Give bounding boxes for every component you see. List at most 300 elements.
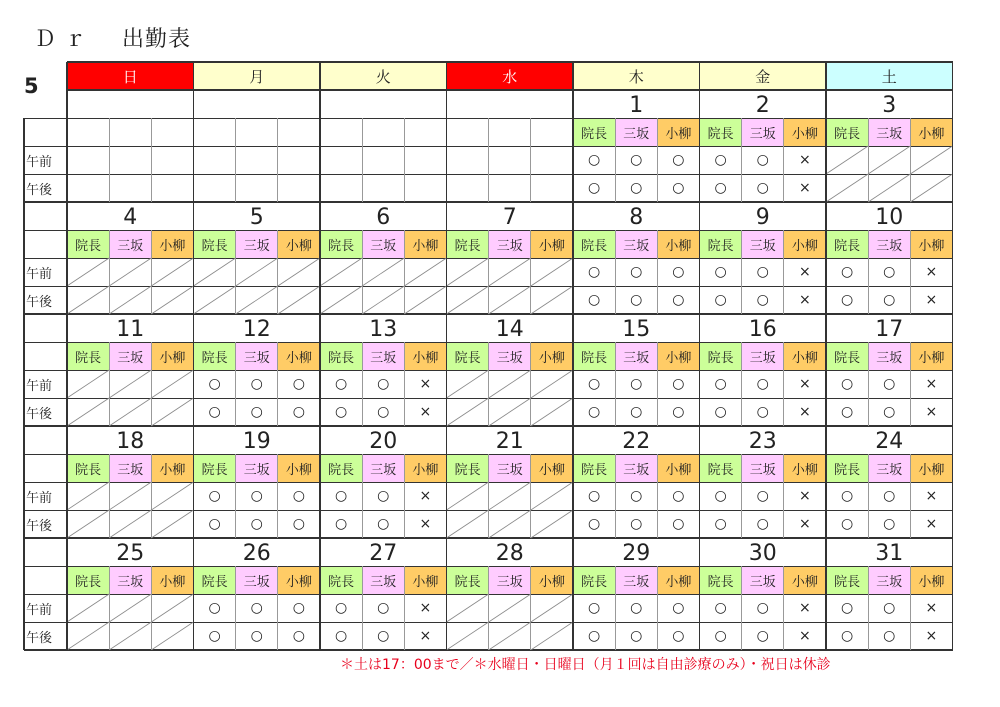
grid-line [193, 62, 194, 650]
date-number: 14 [495, 317, 524, 342]
sub-grid-line [151, 342, 152, 426]
doctor-label: 小柳 [784, 118, 826, 146]
sub-grid-line [362, 230, 363, 314]
date-number: 19 [242, 429, 271, 454]
doctor-label: 院長 [826, 230, 868, 258]
sub-grid-line [488, 566, 489, 650]
date-number [447, 90, 574, 118]
attend-mark: ○ [377, 600, 390, 616]
attend-mark: ○ [756, 404, 769, 420]
sub-grid-line [235, 230, 236, 314]
attend-mark: ○ [840, 292, 854, 308]
doctor-label: 小柳 [657, 118, 699, 146]
doctor-label: 院長 [67, 342, 109, 370]
doctor-label: 院長 [573, 566, 615, 594]
attend-mark: ○ [334, 516, 348, 532]
doctor-label: 院長 [826, 454, 868, 482]
doctor-label: 院長 [700, 454, 742, 482]
sub-grid-line [109, 118, 110, 202]
attend-mark: ○ [630, 264, 643, 280]
doctor-label: 院長 [194, 454, 236, 482]
attend-mark: ○ [250, 628, 263, 644]
sub-grid-line [741, 342, 742, 426]
sub-grid-line [868, 454, 869, 538]
doctor-label: 三坂 [362, 230, 404, 258]
attend-mark: ○ [883, 516, 896, 532]
attend-mark: ○ [840, 600, 854, 616]
attend-mark: ○ [883, 488, 896, 504]
doctor-label: 小柳 [278, 566, 320, 594]
attend-mark: ○ [377, 628, 390, 644]
doctor-label: 三坂 [742, 230, 784, 258]
attend-mark: ○ [292, 404, 306, 420]
doctor-label: 三坂 [489, 342, 531, 370]
grid-line [572, 62, 573, 650]
attend-mark: ○ [334, 488, 348, 504]
doctor-label: 小柳 [404, 566, 446, 594]
absent-mark: × [925, 404, 938, 420]
doctor-label: 院長 [67, 454, 109, 482]
date-number: 31 [875, 541, 904, 566]
attend-mark: ○ [756, 152, 769, 168]
doctor-label: 院長 [320, 566, 362, 594]
doctor-label: 三坂 [868, 230, 910, 258]
sub-grid-line [404, 342, 405, 426]
sub-grid-line [404, 454, 405, 538]
sub-grid-line [783, 342, 784, 426]
sub-grid-line [235, 566, 236, 650]
doctor-label: 三坂 [109, 342, 151, 370]
sub-grid-line [783, 230, 784, 314]
date-number: 21 [495, 429, 524, 454]
attend-mark: ○ [714, 376, 727, 392]
doctor-label: 院長 [826, 342, 868, 370]
date-number: 9 [755, 205, 770, 230]
doctor-label: 三坂 [742, 566, 784, 594]
date-number [320, 90, 447, 118]
absent-mark: × [925, 516, 938, 532]
absent-mark: × [799, 404, 811, 420]
grid-line [952, 62, 953, 650]
doctor-label: 院長 [700, 566, 742, 594]
schedule-grid [24, 62, 952, 650]
sub-grid-line [235, 118, 236, 202]
attend-mark: ○ [714, 292, 727, 308]
sub-grid-line [151, 454, 152, 538]
sub-grid-line [741, 118, 742, 202]
sub-grid-line [657, 342, 658, 426]
doctor-label: 院長 [700, 342, 742, 370]
date-number: 17 [875, 317, 904, 342]
sub-grid-line [615, 230, 616, 314]
grid-line [825, 62, 826, 650]
attend-mark: ○ [630, 600, 643, 616]
doctor-label: 三坂 [489, 230, 531, 258]
doctor-label: 小柳 [531, 566, 573, 594]
sub-grid-line [488, 118, 489, 202]
attend-mark: ○ [292, 516, 306, 532]
attend-mark: ○ [883, 292, 896, 308]
attend-mark: ○ [672, 516, 685, 532]
sub-grid-line [109, 230, 110, 314]
doctor-label: 院長 [826, 118, 868, 146]
sub-grid-line [868, 118, 869, 202]
doctor-label: 三坂 [489, 566, 531, 594]
sub-grid-line [404, 566, 405, 650]
attend-mark: ○ [756, 628, 769, 644]
doctor-label: 小柳 [531, 230, 573, 258]
attend-mark: ○ [587, 152, 601, 168]
sub-grid-line [530, 454, 531, 538]
month-number: 5 [24, 74, 39, 98]
date-number: 23 [748, 429, 777, 454]
title-dr: Ｄｒ [34, 27, 95, 52]
attend-mark: ○ [630, 180, 643, 196]
sub-grid-line [910, 566, 911, 650]
doctor-label: 三坂 [109, 454, 151, 482]
grid-line [23, 118, 24, 650]
date-number [67, 90, 194, 118]
attend-mark: ○ [756, 292, 769, 308]
doctor-label: 小柳 [910, 454, 952, 482]
doctor-label: 小柳 [784, 566, 826, 594]
sub-grid-line [783, 454, 784, 538]
attend-mark: ○ [587, 488, 601, 504]
doctor-label: 院長 [194, 566, 236, 594]
doctor-label: 三坂 [362, 342, 404, 370]
sub-grid-line [657, 118, 658, 202]
day-header: 水 [447, 62, 574, 90]
doctor-label: 小柳 [151, 454, 193, 482]
attend-mark: ○ [714, 516, 727, 532]
grid-line [319, 62, 320, 650]
attend-mark: ○ [840, 264, 854, 280]
doctor-label: 小柳 [784, 342, 826, 370]
date-number: 16 [748, 317, 777, 342]
sub-grid-line [488, 454, 489, 538]
doctor-label: 小柳 [910, 566, 952, 594]
attend-mark: ○ [672, 292, 685, 308]
doctor-label: 小柳 [151, 342, 193, 370]
attend-mark: ○ [840, 488, 854, 504]
doctor-label: 小柳 [278, 454, 320, 482]
sub-grid-line [615, 342, 616, 426]
sub-grid-line [868, 230, 869, 314]
doctor-label: 小柳 [278, 342, 320, 370]
absent-mark: × [419, 516, 432, 532]
doctor-label: 小柳 [404, 230, 446, 258]
date-number: 13 [369, 317, 398, 342]
doctor-label: 三坂 [236, 454, 278, 482]
sub-grid-line [910, 118, 911, 202]
date-number [194, 90, 321, 118]
doctor-label: 三坂 [868, 454, 910, 482]
attend-mark: ○ [208, 376, 221, 392]
absent-mark: × [799, 488, 811, 504]
attend-mark: ○ [334, 376, 348, 392]
doctor-label: 院長 [573, 230, 615, 258]
attend-mark: ○ [840, 376, 854, 392]
absent-mark: × [799, 264, 811, 280]
attend-mark: ○ [377, 376, 390, 392]
doctor-label: 小柳 [404, 342, 446, 370]
doctor-label: 三坂 [489, 454, 531, 482]
attend-mark: ○ [630, 488, 643, 504]
doctor-label: 院長 [573, 118, 615, 146]
attend-mark: ○ [714, 600, 727, 616]
attend-mark: ○ [840, 404, 854, 420]
doctor-label: 院長 [67, 566, 109, 594]
date-number: 29 [622, 541, 651, 566]
attend-mark: ○ [587, 628, 601, 644]
sub-grid-line [277, 230, 278, 314]
absent-mark: × [925, 628, 938, 644]
attend-mark: ○ [250, 516, 263, 532]
attend-mark: ○ [377, 488, 390, 504]
sub-grid-line [277, 342, 278, 426]
attend-mark: ○ [840, 628, 854, 644]
date-number: 12 [242, 317, 271, 342]
date-number: 15 [622, 317, 651, 342]
date-number: 7 [502, 205, 517, 230]
sub-grid-line [362, 342, 363, 426]
day-header: 金 [700, 62, 827, 90]
sub-grid-line [530, 230, 531, 314]
sub-grid-line [488, 342, 489, 426]
attend-mark: ○ [587, 180, 601, 196]
attend-mark: ○ [630, 516, 643, 532]
sub-grid-line [657, 454, 658, 538]
doctor-label: 三坂 [742, 118, 784, 146]
attend-mark: ○ [630, 404, 643, 420]
doctor-label: 三坂 [615, 118, 657, 146]
sub-grid-line [741, 230, 742, 314]
absent-mark: × [799, 376, 811, 392]
doctor-label: 三坂 [615, 566, 657, 594]
attend-mark: ○ [883, 600, 896, 616]
doctor-label: 小柳 [910, 118, 952, 146]
attend-mark: ○ [587, 404, 601, 420]
absent-mark: × [799, 516, 811, 532]
doctor-label: 三坂 [236, 566, 278, 594]
grid-line [446, 62, 447, 650]
attend-mark: ○ [630, 292, 643, 308]
am-label: 午前 [26, 378, 53, 394]
grid-line [67, 61, 953, 62]
attend-mark: ○ [630, 628, 643, 644]
pm-label: 午後 [26, 294, 53, 310]
date-number: 27 [369, 541, 398, 566]
doctor-label: 院長 [447, 566, 489, 594]
sub-grid-line [741, 566, 742, 650]
doctor-label: 三坂 [109, 566, 151, 594]
doctor-label: 小柳 [151, 566, 193, 594]
day-header: 日 [67, 62, 194, 90]
attend-mark: ○ [377, 516, 390, 532]
day-header: 土 [826, 62, 953, 90]
attend-mark: ○ [756, 376, 769, 392]
attend-mark: ○ [714, 488, 727, 504]
attend-mark: ○ [756, 264, 769, 280]
sub-grid-line [404, 118, 405, 202]
sub-grid-line [151, 230, 152, 314]
attend-mark: ○ [208, 628, 221, 644]
attend-mark: ○ [672, 628, 685, 644]
doctor-label: 院長 [320, 230, 362, 258]
footnote: ＊土は17：00まで／＊水曜日・日曜日（月１回は自由診療のみ）・祝日は休診 [340, 657, 831, 673]
date-number: 18 [116, 429, 145, 454]
absent-mark: × [925, 292, 938, 308]
grid-line [66, 62, 67, 650]
attend-mark: ○ [672, 180, 685, 196]
doctor-label: 三坂 [868, 566, 910, 594]
attend-mark: ○ [756, 516, 769, 532]
pm-label: 午後 [26, 182, 53, 198]
attend-mark: ○ [292, 488, 306, 504]
title-main: 出勤表 [122, 27, 192, 52]
absent-mark: × [925, 488, 938, 504]
attend-mark: ○ [250, 488, 263, 504]
doctor-label: 三坂 [615, 342, 657, 370]
attend-mark: ○ [208, 600, 221, 616]
attend-mark: ○ [587, 292, 601, 308]
doctor-label: 三坂 [236, 342, 278, 370]
doctor-label: 院長 [573, 342, 615, 370]
attend-mark: ○ [208, 488, 221, 504]
am-label: 午前 [26, 490, 53, 506]
doctor-label: 小柳 [910, 342, 952, 370]
doctor-label: 小柳 [657, 566, 699, 594]
sub-grid-line [488, 230, 489, 314]
sub-grid-line [741, 454, 742, 538]
absent-mark: × [419, 628, 432, 644]
sub-grid-line [530, 342, 531, 426]
sub-grid-line [109, 342, 110, 426]
attend-mark: ○ [672, 152, 685, 168]
sub-grid-line [362, 454, 363, 538]
attend-mark: ○ [377, 404, 390, 420]
attend-mark: ○ [292, 628, 306, 644]
doctor-label: 三坂 [109, 230, 151, 258]
doctor-label: 三坂 [742, 342, 784, 370]
attend-mark: ○ [672, 488, 685, 504]
attend-mark: ○ [630, 152, 643, 168]
attend-mark: ○ [714, 404, 727, 420]
doctor-label: 院長 [320, 342, 362, 370]
sub-grid-line [530, 118, 531, 202]
sub-grid-line [657, 566, 658, 650]
absent-mark: × [799, 292, 811, 308]
attend-mark: ○ [672, 264, 685, 280]
date-number: 25 [116, 541, 145, 566]
sub-grid-line [910, 230, 911, 314]
attend-mark: ○ [292, 600, 306, 616]
page-title [34, 22, 191, 53]
sub-grid-line [868, 566, 869, 650]
attend-mark: ○ [250, 600, 263, 616]
attend-mark: ○ [672, 376, 685, 392]
am-label: 午前 [26, 602, 53, 618]
am-label: 午前 [26, 154, 53, 170]
date-number: 2 [755, 93, 770, 118]
doctor-label: 院長 [447, 342, 489, 370]
absent-mark: × [419, 488, 432, 504]
pm-label: 午後 [26, 630, 53, 646]
sub-grid-line [615, 566, 616, 650]
day-header: 木 [573, 62, 700, 90]
sub-grid-line [109, 566, 110, 650]
attend-mark: ○ [756, 488, 769, 504]
attend-mark: ○ [883, 404, 896, 420]
grid-line [67, 89, 953, 90]
absent-mark: × [799, 628, 811, 644]
doctor-label: 三坂 [615, 454, 657, 482]
day-header: 月 [194, 62, 321, 90]
doctor-label: 小柳 [531, 454, 573, 482]
date-number: 20 [369, 429, 398, 454]
sub-grid-line [362, 118, 363, 202]
attend-mark: ○ [208, 516, 221, 532]
attend-mark: ○ [292, 376, 306, 392]
doctor-label: 院長 [194, 342, 236, 370]
attend-mark: ○ [883, 264, 896, 280]
doctor-label: 小柳 [910, 230, 952, 258]
absent-mark: × [419, 600, 432, 616]
sub-grid-line [277, 566, 278, 650]
doctor-label: 小柳 [657, 342, 699, 370]
doctor-label: 小柳 [657, 454, 699, 482]
attend-mark: ○ [208, 404, 221, 420]
attend-mark: ○ [587, 376, 601, 392]
date-number: 5 [249, 205, 264, 230]
attend-mark: ○ [334, 404, 348, 420]
doctor-label: 院長 [194, 230, 236, 258]
date-number: 3 [882, 93, 897, 118]
attend-mark: ○ [587, 600, 601, 616]
absent-mark: × [925, 600, 938, 616]
date-number: 30 [748, 541, 777, 566]
sub-grid-line [235, 454, 236, 538]
sub-grid-line [109, 454, 110, 538]
doctor-label: 小柳 [531, 342, 573, 370]
doctor-label: 小柳 [784, 454, 826, 482]
sub-grid-line [277, 118, 278, 202]
sub-grid-line [151, 566, 152, 650]
doctor-label: 三坂 [615, 230, 657, 258]
doctor-label: 三坂 [742, 454, 784, 482]
sub-grid-line [404, 230, 405, 314]
sub-grid-line [657, 230, 658, 314]
absent-mark: × [799, 600, 811, 616]
sub-grid-line [277, 454, 278, 538]
sub-grid-line [910, 342, 911, 426]
date-number: 1 [629, 93, 644, 118]
attend-mark: ○ [714, 628, 727, 644]
sub-grid-line [615, 118, 616, 202]
sub-grid-line [615, 454, 616, 538]
doctor-label: 小柳 [784, 230, 826, 258]
am-label: 午前 [26, 266, 53, 282]
doctor-label: 小柳 [151, 230, 193, 258]
grid-line [699, 62, 700, 650]
attend-mark: ○ [672, 404, 685, 420]
sub-grid-line [530, 566, 531, 650]
sub-grid-line [868, 342, 869, 426]
attend-mark: ○ [672, 600, 685, 616]
attend-mark: ○ [883, 376, 896, 392]
attend-mark: ○ [883, 628, 896, 644]
date-number: 4 [123, 205, 138, 230]
